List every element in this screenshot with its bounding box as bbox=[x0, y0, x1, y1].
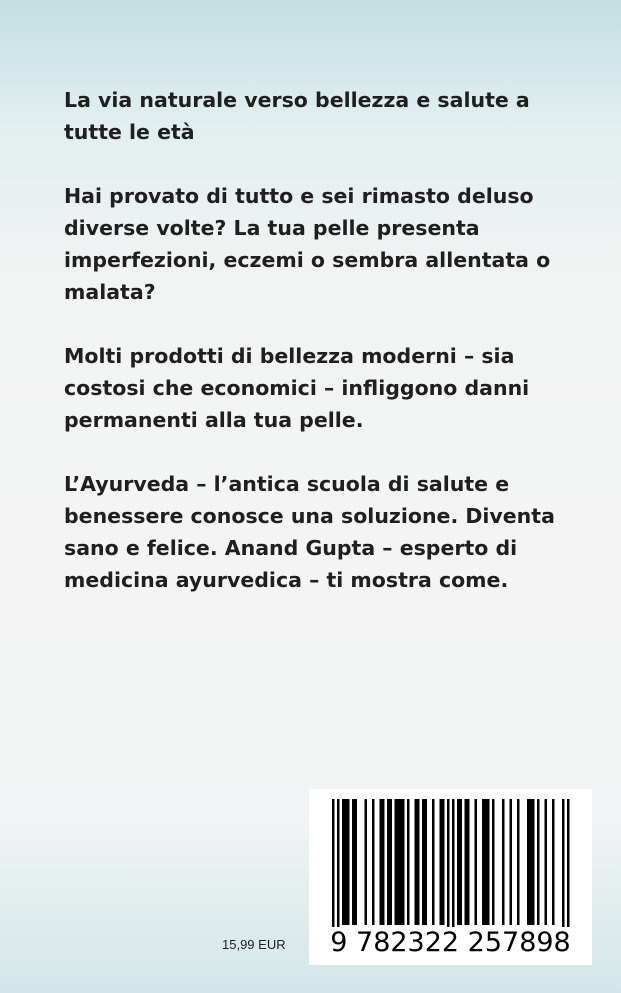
barcode-bar bbox=[380, 799, 385, 925]
cover-blurb bbox=[64, 84, 584, 628]
barcode-bar bbox=[395, 799, 405, 925]
barcode-bar bbox=[422, 799, 427, 925]
barcode-bar bbox=[452, 799, 455, 935]
barcode-bar bbox=[562, 799, 565, 935]
barcode-bar bbox=[352, 799, 357, 925]
barcode-bar bbox=[337, 799, 340, 935]
barcode-bar bbox=[387, 799, 392, 925]
price-label: 15,99 EUR bbox=[222, 937, 286, 952]
barcode-bar bbox=[567, 799, 570, 935]
barcode-bar bbox=[465, 799, 470, 925]
barcode-bar bbox=[517, 799, 520, 925]
barcode-bar bbox=[552, 799, 555, 925]
barcode-bar bbox=[537, 799, 540, 925]
barcode-bar bbox=[342, 799, 350, 925]
ayurveda-paragraph: L’Ayurveda – l’antica scuola di salute e benessere conosce una soluzione. Diventa sano e felice. Anand Gupta – esperto di medicina ayurvedica – ti mostra come. bbox=[64, 472, 555, 592]
isbn-number: 9 782322 257898 bbox=[311, 927, 590, 959]
barcode-bar bbox=[372, 799, 375, 925]
barcode-bar bbox=[432, 799, 435, 925]
barcode-bar bbox=[440, 799, 445, 925]
question-paragraph: Hai provato di tutto e sei rimasto deluso diverse volte? La tua pelle presenta imperfezioni, eczemi o sembra allentata o malata? bbox=[64, 184, 551, 304]
barcode-bar bbox=[510, 799, 513, 925]
barcode-bar bbox=[492, 799, 495, 925]
products-paragraph: Molti prodotti di bellezza moderni – sia costosi che economici – infliggono danni permanenti alla tua pelle. bbox=[64, 344, 530, 432]
barcode-bar bbox=[482, 799, 490, 925]
barcode-bar bbox=[365, 799, 368, 925]
barcode-bar bbox=[457, 799, 462, 925]
barcode-bar bbox=[527, 799, 535, 925]
tagline-paragraph: La via naturale verso bellezza e salute a tutte le età bbox=[64, 88, 530, 144]
barcode-bar bbox=[332, 799, 335, 935]
isbn-barcode bbox=[309, 789, 592, 965]
barcode-bar bbox=[415, 799, 420, 925]
barcode-bar bbox=[447, 799, 450, 935]
barcode-bar bbox=[407, 799, 410, 925]
barcode-bar bbox=[545, 799, 548, 925]
barcode-bar bbox=[475, 799, 478, 925]
barcode-bar bbox=[502, 799, 505, 925]
